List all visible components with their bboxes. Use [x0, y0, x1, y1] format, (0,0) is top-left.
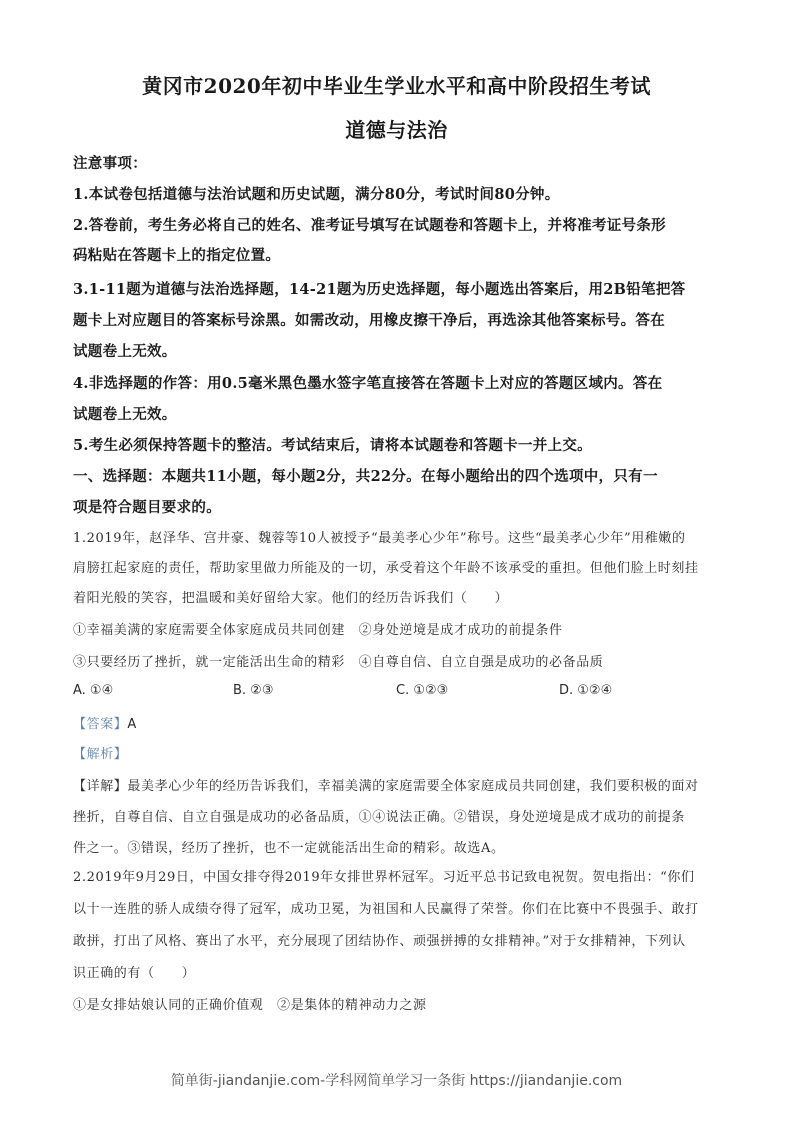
- question-1-stem: 1.2019年，赵泽华、宫井豪、魏蓉等10人被授予“最美孝心少年”称号。这些“最美孝心少年”用稚嫩的: [73, 531, 686, 546]
- notice-line: 5.考生必须保持答题卡的整洁。考试结束后，请将本试题卷和答题卡一并上交。: [73, 437, 592, 454]
- detail-label: 【详解】: [73, 779, 128, 794]
- question-1-statement: ①幸福美满的家庭需要全体家庭成员共同创建 ②身处逆境是成才成功的前提条件: [73, 623, 563, 638]
- question-2-stem: 以十一连胜的骄人成绩夺得了冠军，成功卫冕，为祖国和人民赢得了荣誉。你们在比赛中不畏强手、敢打: [73, 902, 699, 917]
- notice-line: 3.1-11题为道德与法治选择题，14-21题为历史选择题，每小题选出答案后，用2B铅笔把答: [73, 281, 686, 298]
- detail-text: 件之一。③错误，经历了挫折，也不一定就能活出生命的精彩。故选A。: [73, 841, 505, 856]
- notice-line: 4.非选择题的作答：用0.5毫米黑色墨水签字笔直接答在答题卡上对应的答题区域内。答在: [73, 375, 663, 392]
- option-d: D. ①②④: [559, 683, 613, 698]
- option-a: A. ①④: [73, 683, 114, 698]
- analysis-label: 【解析】: [73, 747, 128, 762]
- detail-text: 最美孝心少年的经历告诉我们，幸福美满的家庭需要全体家庭成员共同创建，我们要积极的面对: [127, 779, 699, 794]
- notice-line: 试题卷上无效。: [73, 406, 177, 423]
- question-1-stem: 肩膀扛起家庭的责任，帮助家里做力所能及的一切，承受着这个年龄不该承受的重担。但他们脸上时刻挂: [73, 561, 699, 576]
- question-2-stem: 敢拼，打出了风格、赛出了水平，充分展现了团结协作、顽强拼搏的女排精神。”对于女排精神，下列认: [73, 934, 686, 949]
- notice-line: 试题卷上无效。: [73, 343, 177, 360]
- option-b: B. ②③: [233, 683, 274, 698]
- question-2-stem: 识正确的有（ ）: [73, 966, 196, 981]
- question-1-stem: 着阳光般的笑容，把温暖和美好留给大家。他们的经历告诉我们（ ）: [73, 591, 509, 606]
- exam-title: 黄冈市2020年初中毕业生学业水平和高中阶段招生考试: [142, 74, 651, 98]
- section-heading: 项是符合题目要求的。: [73, 499, 221, 516]
- analysis-row: [73, 743, 723, 762]
- notice-line: 2.答卷前，考生务必将自己的姓名、准考证号填写在试题卷和答题卡上，并将准考证号条形: [73, 217, 666, 234]
- detail-row: [73, 775, 723, 794]
- detail-text: 挫折，自尊自信、自立自强是成功的必备品质，①④说法正确。②错误，身处逆境是成才成功的前提条: [73, 810, 686, 825]
- notice-heading: 注意事项：: [73, 155, 147, 172]
- answer-row: [73, 713, 723, 732]
- notice-line: 1.本试卷包括道德与法治试题和历史试题，满分80分，考试时间80分钟。: [73, 186, 560, 203]
- answer-value: A: [127, 717, 137, 732]
- option-c: C. ①②③: [396, 683, 449, 698]
- question-2-statement: ①是女排姑娘认同的正确价值观 ②是集体的精神动力之源: [73, 998, 427, 1013]
- subject-title: 道德与法治: [345, 118, 448, 142]
- watermark-footer: 简单街-jiandanjie.com-学科网简单学习一条街 https://jiandanjie.com: [170, 1073, 623, 1089]
- question-2-stem: 2.2019年9月29日，中国女排夺得2019年女排世界杯冠军。习近平总书记致电祝贺。贺电指出：“你们: [73, 870, 695, 885]
- notice-line: 码粘贴在答题卡上的指定位置。: [73, 247, 281, 264]
- question-1-statement: ③只要经历了挫折，就一定能活出生命的精彩 ④自尊自信、自立自强是成功的必备品质: [73, 655, 604, 670]
- section-heading: 一、选择题：本题共11小题，每小题2分，共22分。在每小题给出的四个选项中，只有一: [73, 468, 658, 485]
- notice-line: 题卡上对应题目的答案标号涂黑。如需改动，用橡皮擦干净后，再选涂其他答案标号。答在: [73, 312, 665, 329]
- answer-label: 【答案】: [73, 717, 128, 732]
